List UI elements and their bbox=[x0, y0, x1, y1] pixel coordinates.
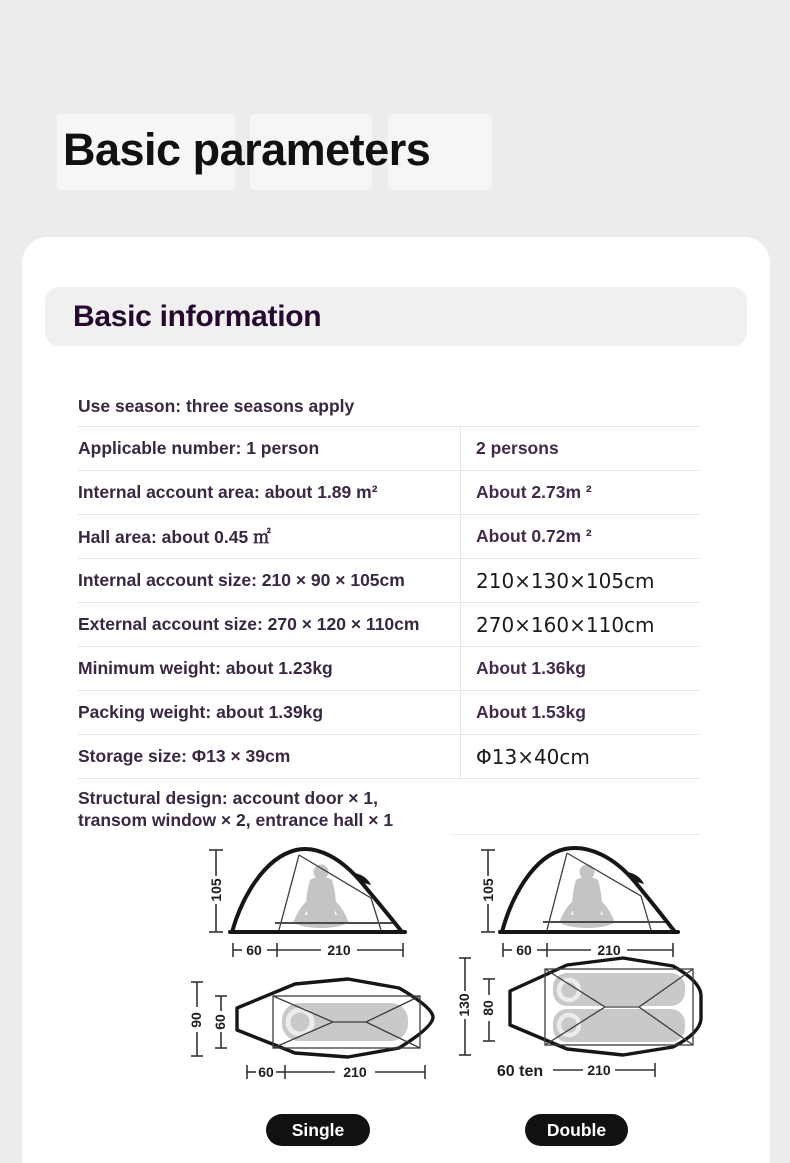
dim-label-porch: 60 ten bbox=[496, 1063, 544, 1080]
table-row bbox=[78, 387, 700, 427]
spec-label: Packing weight: about 1.39kg bbox=[78, 702, 324, 722]
table-row bbox=[78, 691, 700, 735]
tent-top-view-double-diagram bbox=[455, 945, 705, 1090]
spec-label: Hall area: about 0.45 ㎡ bbox=[78, 527, 271, 547]
dim-label-porch: 60 bbox=[516, 942, 532, 958]
page-title: Basic parameters bbox=[63, 124, 431, 175]
spec-label: Internal account area: about 1.89 m² bbox=[78, 482, 378, 502]
spec-label: Structural design: account door × 1, transom window × 2, entrance hall × 1 bbox=[78, 788, 394, 830]
section-title: Basic information bbox=[73, 299, 322, 333]
spec-label: Internal account size: 210 × 90 × 105cm bbox=[78, 570, 405, 590]
spec-table bbox=[78, 387, 700, 841]
dim-label-inner-width: 80 bbox=[480, 1000, 496, 1016]
table-row bbox=[78, 779, 700, 841]
spec-value: 210×130×105cm bbox=[476, 568, 655, 593]
dim-label-porch: 60 bbox=[246, 942, 262, 958]
table-row bbox=[78, 603, 700, 647]
table-row bbox=[78, 735, 700, 779]
spec-value: About 0.72m ² bbox=[476, 526, 592, 546]
dim-label-outer-width: 90 bbox=[188, 1012, 204, 1028]
table-row bbox=[78, 559, 700, 603]
dim-label-length: 210 bbox=[597, 942, 621, 958]
spec-label: External account size: 270 × 120 × 110cm bbox=[78, 614, 420, 634]
spec-value: Φ13×40cm bbox=[476, 744, 590, 769]
spec-label: Minimum weight: about 1.23kg bbox=[78, 658, 333, 678]
dim-label-length: 210 bbox=[327, 942, 351, 958]
tent-top-view-single-diagram bbox=[185, 960, 450, 1085]
dim-label-inner-width: 60 bbox=[212, 1014, 228, 1030]
dim-label-length: 210 bbox=[587, 1062, 611, 1078]
person-silhouette-icon bbox=[559, 865, 615, 929]
spec-value: 270×160×110cm bbox=[476, 612, 655, 637]
dim-label-height: 105 bbox=[208, 878, 224, 902]
column-divider bbox=[460, 427, 461, 780]
table-row bbox=[78, 427, 700, 471]
spec-label: Storage size: Φ13 × 39cm bbox=[78, 746, 291, 766]
person-silhouette-icon bbox=[293, 865, 349, 929]
spec-value: About 1.53kg bbox=[476, 702, 586, 722]
row-divider bbox=[450, 834, 700, 835]
table-row bbox=[78, 515, 700, 559]
table-row bbox=[78, 471, 700, 515]
dim-label-porch: 60 bbox=[258, 1064, 274, 1080]
spec-value: 2 persons bbox=[476, 438, 559, 458]
dim-label-length: 210 bbox=[343, 1064, 367, 1080]
spec-value: About 1.36kg bbox=[476, 658, 586, 678]
table-row bbox=[78, 647, 700, 691]
single-button[interactable]: Single bbox=[266, 1114, 370, 1146]
spec-label: Use season: three seasons apply bbox=[78, 396, 355, 416]
content-card bbox=[22, 237, 770, 1163]
double-button[interactable]: Double bbox=[525, 1114, 628, 1146]
tent-side-view-single-diagram bbox=[203, 840, 418, 972]
dim-label-outer-width: 130 bbox=[456, 993, 472, 1017]
spec-label: Applicable number: 1 person bbox=[78, 438, 320, 458]
spec-value: About 2.73m ² bbox=[476, 482, 592, 502]
dim-label-height: 105 bbox=[480, 878, 496, 902]
section-header-bar bbox=[45, 287, 747, 346]
